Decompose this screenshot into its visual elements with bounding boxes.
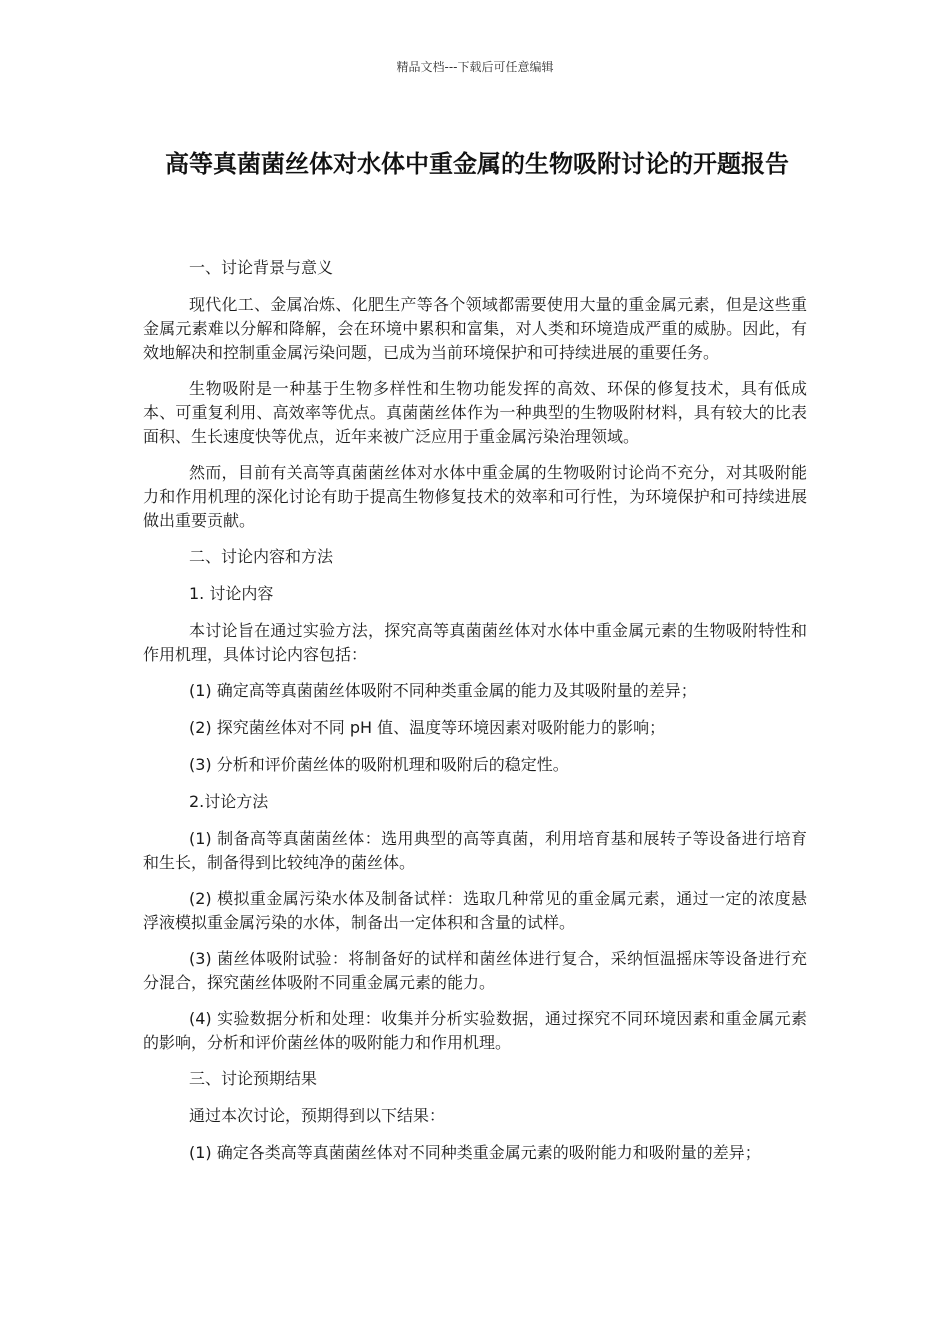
subsection-heading-content: 1. 讨论内容 (189, 584, 274, 603)
paragraph: 本讨论旨在通过实验方法，探究高等真菌菌丝体对水体中重金属元素的生物吸附特性和作用机理，具体讨论内容包括： (143, 621, 807, 664)
paragraph: 通过本次讨论，预期得到以下结果： (189, 1106, 446, 1125)
list-item: (2) 模拟重金属污染水体及制备试样：选取几种常见的重金属元素，通过一定的浓度悬浮液模拟重金属污染的水体，制备出一定体积和含量的试样。 (143, 889, 807, 932)
document-title: 高等真菌菌丝体对水体中重金属的生物吸附讨论的开题报告 (165, 150, 789, 178)
paragraph: 现代化工、金属冶炼、化肥生产等各个领域都需要使用大量的重金属元素，但是这些重金属元素难以分解和降解，会在环境中累积和富集，对人类和环境造成严重的威胁。因此，有效地解决和控制重金属污染问题，已成为当前环境保护和可持续进展的重要任务。 (143, 295, 807, 362)
document-body (143, 256, 807, 1178)
list-item: (3) 分析和评价菌丝体的吸附机理和吸附后的稳定性。 (189, 755, 569, 774)
section-heading-content-methods: 二、讨论内容和方法 (189, 547, 334, 566)
subsection-heading-methods: 2.讨论方法 (189, 792, 269, 811)
section-heading-expected-results: 三、讨论预期结果 (189, 1069, 318, 1088)
list-item: (1) 制备高等真菌菌丝体：选用典型的高等真菌，利用培育基和展转子等设备进行培育和生长，制备得到比较纯净的菌丝体。 (143, 829, 807, 872)
paragraph: 然而，目前有关高等真菌菌丝体对水体中重金属的生物吸附讨论尚不充分，对其吸附能力和作用机理的深化讨论有助于提高生物修复技术的效率和可行性，为环境保护和可持续进展做出重要贡献。 (143, 463, 807, 530)
page-header: 精品文档---下载后可任意编辑 (396, 60, 554, 74)
list-item: (3) 菌丝体吸附试验：将制备好的试样和菌丝体进行复合，采纳恒温摇床等设备进行充分混合，探究菌丝体吸附不同重金属元素的能力。 (143, 949, 807, 992)
list-item: (4) 实验数据分析和处理：收集并分析实验数据，通过探究不同环境因素和重金属元素的影响，分析和评价菌丝体的吸附能力和作用机理。 (143, 1009, 807, 1052)
list-item: (2) 探究菌丝体对不同 pH 值、温度等环境因素对吸附能力的影响； (189, 718, 666, 737)
list-item: (1) 确定高等真菌菌丝体吸附不同种类重金属的能力及其吸附量的差异； (189, 681, 697, 700)
list-item: (1) 确定各类高等真菌菌丝体对不同种类重金属元素的吸附能力和吸附量的差异； (189, 1143, 761, 1162)
section-heading-background: 一、讨论背景与意义 (189, 258, 334, 277)
paragraph: 生物吸附是一种基于生物多样性和生物功能发挥的高效、环保的修复技术，具有低成本、可重复利用、高效率等优点。真菌菌丝体作为一种典型的生物吸附材料，具有较大的比表面积、生长速度快等优点，近年来被广泛应用于重金属污染治理领域。 (143, 379, 807, 446)
